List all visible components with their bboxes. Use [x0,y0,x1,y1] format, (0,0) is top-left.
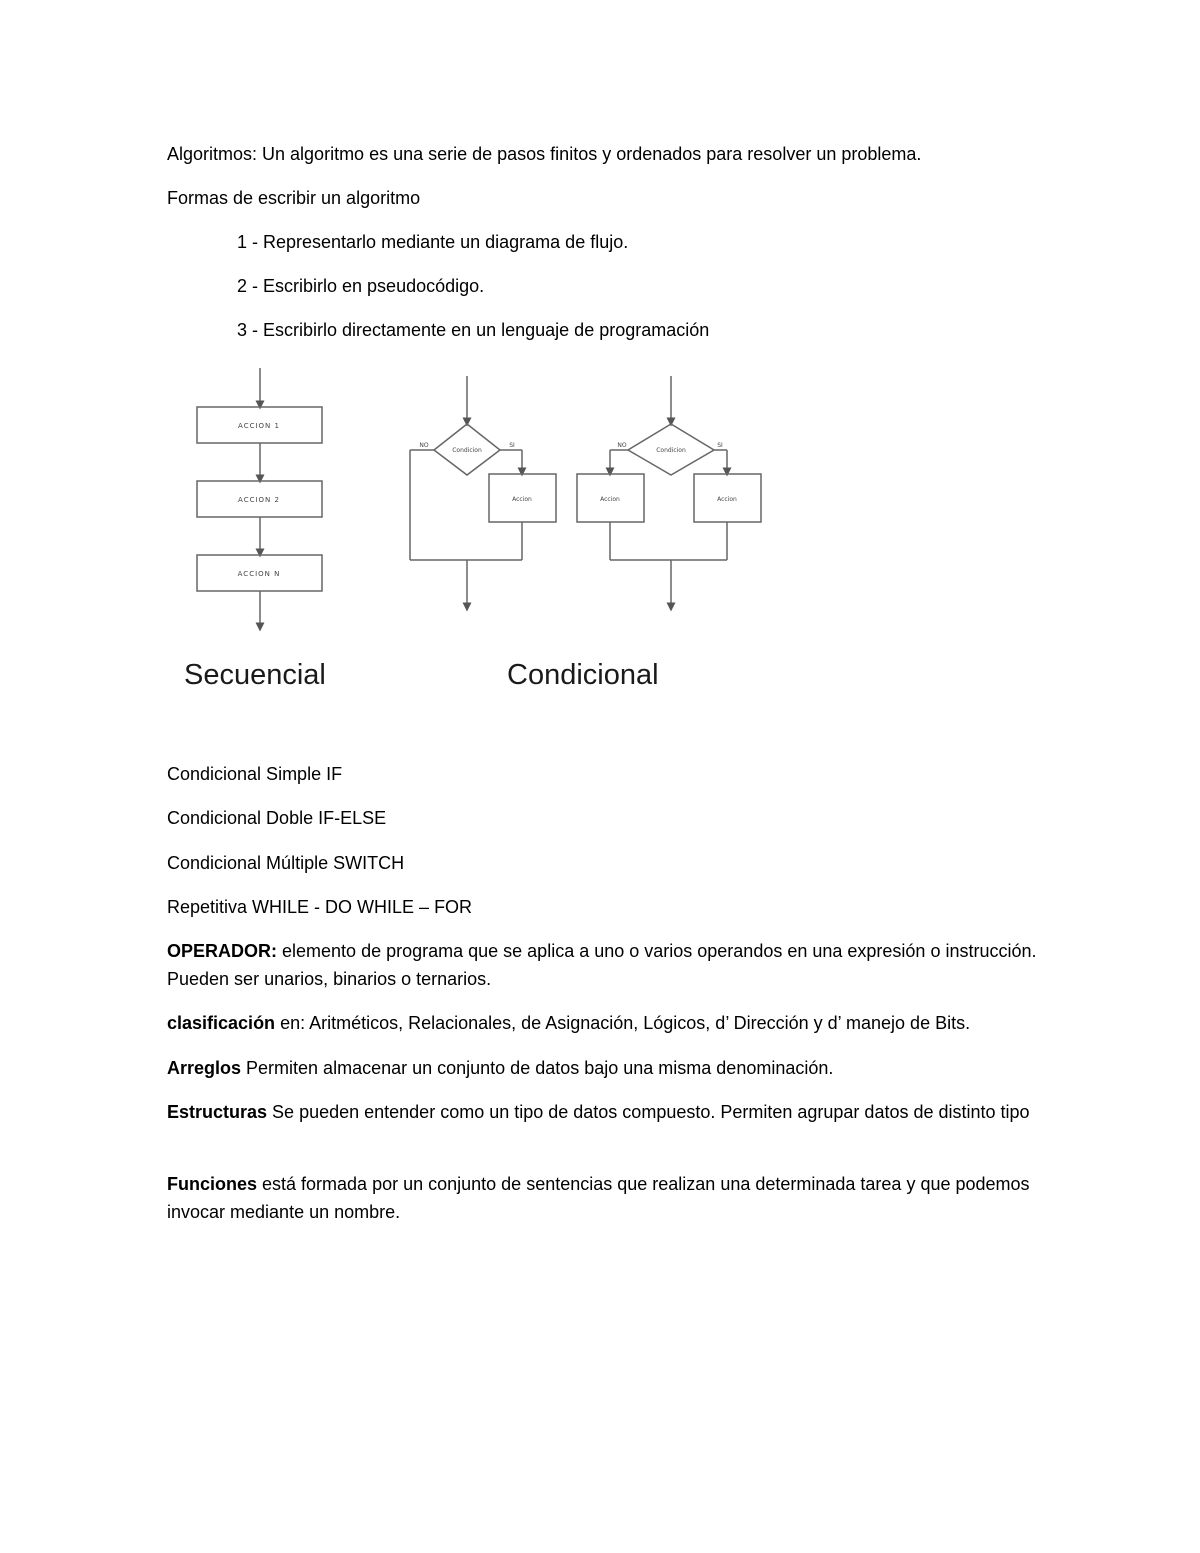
forma-item-2: 2 - Escribirlo en pseudocódigo. [237,276,485,296]
list-condicional-doble: Condicional Doble IF-ELSE [167,808,387,828]
cd-no-label: NO [617,442,627,449]
seq-box-1-label: ACCION 1 [238,422,280,430]
clasificacion-term: clasificación [167,1013,276,1033]
seq-box-3-label: ACCION N [237,570,281,578]
operador-term: OPERADOR: [167,941,278,961]
cs-no-label: NO [419,442,429,449]
arreglos-term: Arreglos [167,1058,242,1078]
flowchart-figure [170,362,790,702]
condicional-doble-diagram [577,376,761,607]
cd-action-no-label: Accion [600,496,620,503]
flowchart-svg [170,362,790,702]
cs-si-label: SI [509,442,515,449]
cd-action-si-label: Accion [717,496,737,503]
estructuras-definition [167,1098,1047,1126]
list-repetitiva: Repetitiva WHILE - DO WHILE – FOR [167,897,473,917]
condicional-simple-diagram [410,376,556,607]
list-condicional-simple: Condicional Simple IF [167,764,343,784]
condicional-caption: Condicional [507,659,659,691]
secuencial-caption: Secuencial [184,659,326,691]
operador-definition [167,937,1047,993]
estructuras-term: Estructuras [167,1102,268,1122]
funciones-text: está formada por un conjunto de sentencias que realizan una determinada tarea y que podemos invocar mediante un nombre. [167,1174,1030,1222]
algoritmos-definition: Algoritmos: Un algoritmo es una serie de pasos finitos y ordenados para resolver un problema. [167,144,922,164]
funciones-term: Funciones [167,1174,258,1194]
cs-action-label: Accion [512,496,532,503]
seq-box-2-label: ACCION 2 [238,496,280,504]
estructuras-text: Se pueden entender como un tipo de datos compuesto. Permiten agrupar datos de distinto tipo [267,1102,1030,1122]
forma-item-3: 3 - Escribirlo directamente en un lenguaje de programación [237,320,710,340]
cs-condition-label: Condicion [452,447,482,454]
clasificacion-text: en: Aritméticos, Relacionales, de Asignación, Lógicos, d’ Dirección y d’ manejo de Bits. [275,1013,971,1033]
clasificacion-definition [167,1009,1047,1037]
formas-heading: Formas de escribir un algoritmo [167,188,421,208]
cd-si-label: SI [717,442,723,449]
cd-condition-label: Condicion [656,447,686,454]
arreglos-definition [167,1054,1047,1082]
arreglos-text: Permiten almacenar un conjunto de datos bajo una misma denominación. [241,1058,834,1078]
funciones-definition [167,1170,1047,1226]
list-condicional-multiple: Condicional Múltiple SWITCH [167,853,405,873]
operador-text: elemento de programa que se aplica a uno o varios operandos en una expresión o instrucción. Pueden ser unarios, binarios o ternarios. [167,941,1037,989]
forma-item-1: 1 - Representarlo mediante un diagrama de flujo. [237,232,629,252]
